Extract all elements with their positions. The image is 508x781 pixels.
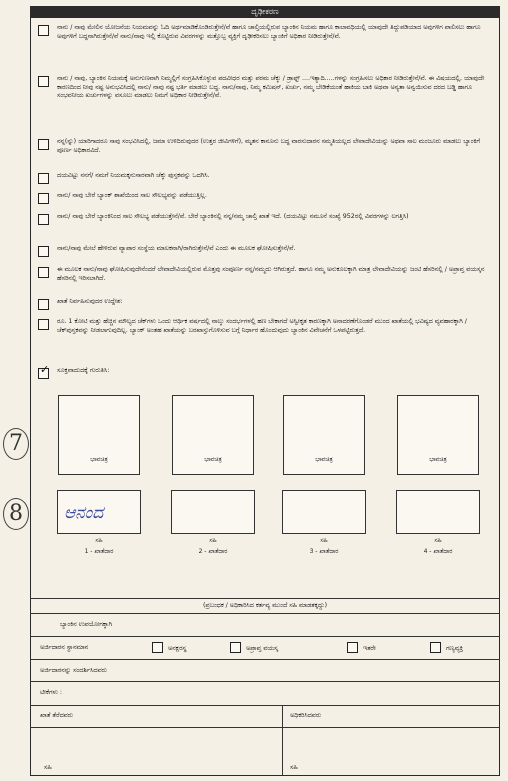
divider bbox=[282, 705, 283, 776]
declaration-checkbox-checked[interactable] bbox=[38, 368, 49, 379]
declaration-text: ಸೂಕ್ತವಾದುದಕ್ಕೆ ಗುರುತಿಸಿ: bbox=[57, 367, 110, 374]
photo-box[interactable] bbox=[397, 395, 479, 475]
photo-box[interactable] bbox=[58, 395, 140, 475]
divider bbox=[30, 598, 500, 599]
declaration-checkbox[interactable] bbox=[38, 267, 49, 278]
declaration-text: ಈ ಮೂಲಕ ನಾನು/ನಾವು ಘೋಷಿಸುವುದೇನೆಂದರೆ ಲೇವಾದೇವಿಯಲ್ಲಿರುವ ಮೊತ್ತವು ಸಂಪೂರ್ಣ ನನ್ನ/ನಮ್ಮದು ಆಗಿರುತ್ತದೆ. ಹಾಗೂ ನಮ್ಮ ಅನುಕೂಲಕ್ಕಾಗಿ ಮಾತ್ರ ಲೇವಾದೇವಿಯನ್ನು ಜಂಟಿ ಹೆಸರಿನಲ್ಲಿ / ಅಪ್ರಾಪ್ತ ವಯಸ್ಕನ ಹೆಸರಿನಲ್ಲಿ ಇರಿಸಲಾಗಿದೆ. bbox=[57, 266, 485, 282]
interviewed-by-label: ಅರ್ಜಿದಾರನನ್ನು ಸಂದರ್ಶಿಸಿದವರು bbox=[40, 667, 107, 674]
photo-box[interactable] bbox=[283, 395, 365, 475]
status-option-label: ಇತರೇ bbox=[363, 645, 376, 652]
applicant-status-label: ಅರ್ಜಿದಾರನ ಸ್ಥಾನಮಾನ bbox=[40, 644, 89, 651]
declaration-text: ನಾನು / ನಾವು, ಬ್ಯಾಂಕಿನ ನಿಯಮಕ್ಕೆ ಅನುಗುಣವಾಗಿ ನಿಮ್ಮಲ್ಲಿಗೆ ಸಂಗ್ರಹಿಸಿಕೊಳ್ಳುವ ಪದವೀಧರ ಮತ್ತು ಪರಮ ಚೆಕ್ಕು / ಡ್ರಾಫ್ಟ್ ....ಇತ್ಯಾದಿ.....ಗಳನ್ನು ಸಂಗ್ರಹಿಸಲು ಅಧಿಕಾರ ನೀಡಿರುತ್ತೇನೆ/ವೆ. ಈ ವಿಷಯದಲ್ಲಿ, ಯಾವುದೇ ಕಾರಣದಿಂದ ನೀವು ನಷ್ಟ ಅನುಭವಿಸಿದಲ್ಲಿ ನಾನು/ ನಾವು ನಷ್ಟ ಭರ್ತಿ ಮಾಡಲು ಬದ್ಧ. ನಾನು/ನಾವು, ನಿಮ್ಮ ಕಮಿಷನ್, ಖರ್ಚು, ನಮ್ಮ ಬೇಡಿಕೆಯಂತೆ ಹಾಕಿಯ ಬಾಕಿ ಅಥವಾ ಅನ್ಯತಾ ಅನ್ವಯಿಸುವ ದರದ ಬಡ್ಡಿ ಹಾಗೂ ಸಂಭವನೀಯ ಖರ್ಚುಗಳನ್ನು ವಸೂಲು ಮಾಡಲು ನಿಮಗೆ ಅಧಿಕಾರ ನೀಡಿರುತ್ತೇನೆ/ವೆ. bbox=[57, 75, 485, 100]
status-checkbox-illiterate[interactable] bbox=[152, 642, 163, 653]
margin-mark-7: 7 bbox=[3, 428, 29, 460]
photo-label: ಭಾವಚಿತ್ರ bbox=[429, 456, 447, 463]
for-bank-use-label: ಬ್ಯಾಂಕಿನ ಉಪಯೋಗಕ್ಕಾಗಿ bbox=[60, 621, 112, 628]
divider bbox=[30, 636, 500, 637]
margin-mark-8: 8 bbox=[3, 498, 29, 530]
declaration-text: ನಾನು/ನಾವು ಮೇಲೆ ಹೇಳಿರುವ ವ್ಯಾಪಾರ ಸಂಸ್ಥೆಯ ಮಾಲಕನಾಗಿ/ರಾಗಿರುತ್ತೇನೆ/ವೆ ಎಂದು ಈ ಮೂಲಕ ಘೋಷಿಸುತ್ತೇನೆ/ವೆ. bbox=[57, 245, 296, 252]
divider bbox=[30, 705, 500, 706]
declaration-checkbox[interactable] bbox=[38, 76, 49, 87]
declaration-text: ಖಾತೆ ನಿರ್ವಹಿಸುವುದರ ಉದ್ದೇಶ: bbox=[57, 298, 123, 305]
divider bbox=[30, 681, 500, 682]
account-holder-label: 3 - ಖಾತೆದಾರ bbox=[309, 548, 339, 555]
signature-label: ಸಹಿ bbox=[44, 764, 52, 771]
divider bbox=[30, 727, 500, 728]
account-holder-label: 1 - ಖಾತೆದಾರ bbox=[84, 548, 114, 555]
photo-label: ಭಾವಚಿತ್ರ bbox=[315, 456, 333, 463]
account-holder-label: 4 - ಖಾತೆದಾರ bbox=[423, 548, 453, 555]
declaration-checkbox[interactable] bbox=[38, 173, 49, 184]
declaration-text: ದಯವಿಟ್ಟು ನನಗೆ/ ನಮಗೆ ನಿಯಮಕ್ಕನುಸಾರವಾಗಿ ಚೆಕ್ಕು ಪುಸ್ತಕವನ್ನು ಒದಗಿಸಿ. bbox=[57, 172, 210, 179]
signature-caption: ಸಹಿ bbox=[209, 537, 217, 544]
status-option-label: ಅಪ್ರಾಪ್ತ ವಯಸ್ಕ bbox=[246, 645, 278, 652]
signature-box[interactable] bbox=[396, 490, 480, 534]
declaration-checkbox[interactable] bbox=[38, 139, 49, 150]
signature-caption: ಸಹಿ bbox=[95, 537, 103, 544]
form-frame bbox=[30, 6, 500, 776]
declaration-text: ನನ್ನ(ನ್ನು) ಯಾರಿಗಾದರೂ ಸಾವು ಸಂಭವಿಸಿದಲ್ಲಿ, ಜಮಾ ಉಳಿದಿರುವುದರ (ಉತ್ತರ ಜೀವಿಗಳಿಗೆ), ಮೃತನ ಕಾನೂನು ಬದ್ಧ ವಾರಸುದಾರನ ಸಮ್ಮತಿಯಲ್ಲದ ಲೇವಾದೇವಿಯನ್ನು ಅಥವಾ ಸಾಲ ಮಂಜೂರು ಮಾಡಲು ಬ್ಯಾಂಕಿಗೆ ಪೂರ್ಣ ಅಧಿಕಾರವಿದೆ. bbox=[57, 138, 481, 154]
authorized-by-label: ಅಧಿಕರಿಸಿದವರು bbox=[290, 712, 322, 719]
declaration-checkbox[interactable] bbox=[38, 299, 49, 310]
declaration-checkbox[interactable] bbox=[38, 25, 49, 36]
section-header: ದೃಢೀಕರಣ bbox=[30, 6, 500, 18]
declaration-checkbox[interactable] bbox=[38, 246, 49, 257]
bank-section-title: (ಪ್ರಬಂಧಕ / ಅಧಿಕಾರಿಸಿದ ಕರ್ತವ್ಯ ಮುಂದೆ ಸಹಿ ಮಾಡತಕ್ಕದ್ದು) bbox=[202, 602, 328, 609]
declaration-text: ರೂ. 1 ಕೋಟಿ ಮತ್ತು ಹೆಚ್ಚಿನ ಮೌಲ್ಯದ ಚೆಕ್‌ಗಳು ಒಂದು ಆರ್ಥಿಕ ವರ್ಷದಲ್ಲಿ ನಾಲ್ಕು ಸಂದರ್ಭಗಳಲ್ಲಿ ಹಣ ಬೇಕಾಗದೆ ಅಸ್ವೀಕೃತ ಕಾರಣಕ್ಕಾಗಿ ಅನಾದರಣೆಗೊಂಡರೆ ಮುಂದ ಖಾತೆಯಲ್ಲಿ ಭವಿಷ್ಯದ ವ್ಯವಹಾರಕ್ಕಾಗಿ / ಚೆಕ್‌ಪುಸ್ತಕವನ್ನು ನೀಡಲಾಗುವುದಿಲ್ಲ. ಬ್ಯಾಂಕ್ ಅಂತಹ ಖಾತೆಯನ್ನು ಬರಖಾಸ್ತುಗೊಳಿಸುವ ಬಗ್ಗೆ ನಿರ್ಧಾರ ಹೊಂದುವುದು ಬ್ಯಾಂಕಿನ ವಿವೇಚನೆಗೆ ಒಳಪಟ್ಟಿರುತ್ತದೆ. bbox=[57, 318, 467, 334]
status-checkbox-vip[interactable] bbox=[430, 642, 441, 653]
handwritten-signature: ಆನಂದ bbox=[64, 503, 104, 523]
declaration-text: ನಾನು/ ನಾವು ಬೇರೆ ಬ್ಯಾಂಕಿನಿಂದ ಸಾಲ ಸೌಲಭ್ಯ ಪಡೆಯುತ್ತೇನೆ/ವೆ. ಬೇರೆ ಬ್ಯಾಂಕಿನಲ್ಲಿ ನನ್ನ/ನಮ್ಮ ಚಾಲ್ತಿ ಖಾತೆ ಇದೆ. (ದಯವಿಟ್ಟು ನಮೂನೆ ಸಂಖ್ಯೆ 952ರಲ್ಲಿ ವಿವರಗಳನ್ನು ಲಗತ್ತಿಸಿ) bbox=[57, 213, 409, 220]
declaration-checkbox[interactable] bbox=[38, 319, 49, 330]
photo-box[interactable] bbox=[172, 395, 254, 475]
opened-by-label: ಖಾತೆ ತೆರೆದವರು bbox=[40, 712, 74, 719]
account-holder-label: 2 - ಖಾತೆದಾರ bbox=[198, 548, 228, 555]
status-checkbox-other[interactable] bbox=[347, 642, 358, 653]
signature-caption: ಸಹಿ bbox=[320, 537, 328, 544]
declaration-checkbox[interactable] bbox=[38, 214, 49, 225]
divider bbox=[30, 659, 500, 660]
signature-box[interactable] bbox=[171, 490, 255, 534]
remarks-label: ಟೀಕೆಗಳು : bbox=[40, 689, 62, 696]
signature-box[interactable] bbox=[282, 490, 366, 534]
photo-label: ಭಾವಚಿತ್ರ bbox=[90, 456, 108, 463]
status-option-label: ಅನಕ್ಷರಸ್ಥ bbox=[168, 645, 187, 652]
photo-label: ಭಾವಚಿತ್ರ bbox=[204, 456, 222, 463]
status-option-label: ಗಣ್ಯವ್ಯಕ್ತಿ bbox=[446, 645, 464, 652]
signature-caption: ಸಹಿ bbox=[434, 537, 442, 544]
signature-label: ಸಹಿ bbox=[290, 764, 298, 771]
status-checkbox-minor[interactable] bbox=[230, 642, 241, 653]
signature-box[interactable] bbox=[57, 490, 141, 534]
declaration-checkbox[interactable] bbox=[38, 193, 49, 204]
declaration-text: ನಾನು/ ನಾವು ಬೇರೆ ಬ್ಯಾಂಕ್ ಶಾಖೆಯಿಂದ ಸಾಲ ಸೌಲಭ್ಯವನ್ನು ಪಡೆಯುತ್ತಿಲ್ಲ. bbox=[57, 192, 207, 199]
declaration-text: ನಾನು / ನಾವು ಮೇಲಿನ ಯೋಜನೆಯ ನಿಯಮವನ್ನು ಓದಿ ಅರ್ಥಮಾಡಿಕೊಂಡಿರುತ್ತೇನೆ/ವೆ ಹಾಗೂ ಚಾಲ್ತಿಯಲ್ಲಿರುವ ಬ್ಯಾಂಕಿನ ನಿಯಮ ಹಾಗೂ ಕಾಲಾವಧಿಯಲ್ಲಿ ಯಾವುದೇ ತಿದ್ದುಪಡಿಯಾದ ಅವುಗಳಿಗ ಪಾಲಿಸಲು ಹಾಗೂ ಅವುಗಳಿಗೆ ಬದ್ಧನಾಗಿರುತ್ತೇನೆ/ವೆ ನಾನು/ನಾವು ಇಲ್ಲಿ ಕೊಟ್ಟಿರುವ ವಿವರಗಳನ್ನು ಮತ್ತೊಬ್ಬ ವ್ಯಕ್ತಿಗೆ ದೃಢೀಕರಿಸಲು ಬ್ಯಾಂಕಿಗೆ ಅಧಿಕಾರ ನೀಡಿರುತ್ತೇನೆ/ವೆ. bbox=[57, 24, 481, 40]
divider bbox=[30, 613, 500, 614]
